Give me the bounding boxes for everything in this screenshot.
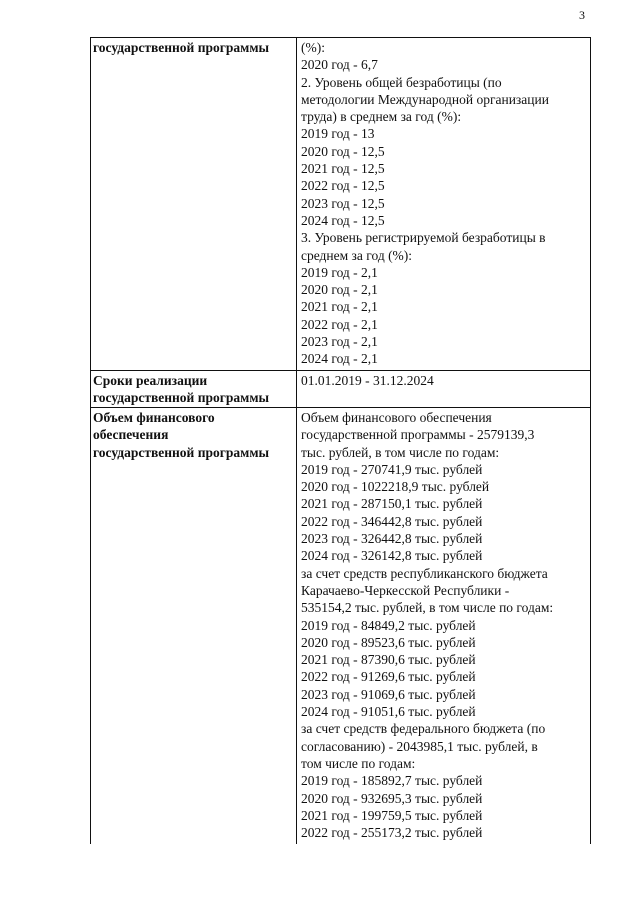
value-line: Карачаево-Черкесской Республики - bbox=[301, 582, 510, 598]
value-line: тыс. рублей, в том числе по годам: bbox=[301, 444, 500, 460]
value-line: 2022 год - 12,5 bbox=[301, 178, 385, 194]
value-line: среднем за год (%): bbox=[301, 247, 413, 263]
value-line: 2023 год - 91069,6 тыс. рублей bbox=[301, 686, 476, 702]
value-line: 2024 год - 91051,6 тыс. рублей bbox=[301, 704, 476, 720]
value-line: 2022 год - 91269,6 тыс. рублей bbox=[301, 669, 476, 685]
value-line: 2020 год - 89523,6 тыс. рублей bbox=[301, 634, 476, 650]
value-line: 2020 год - 12,5 bbox=[301, 143, 385, 159]
row-label-cell bbox=[91, 408, 297, 844]
row-label-line: обеспечения bbox=[93, 427, 169, 443]
value-line: 2022 год - 255173,2 тыс. рублей bbox=[301, 825, 483, 841]
value-line: 3. Уровень регистрируемой безработицы в bbox=[301, 230, 546, 246]
value-line: труда) в среднем за год (%): bbox=[301, 109, 462, 125]
value-line: 2020 год - 932695,3 тыс. рублей bbox=[301, 790, 483, 806]
row-value-cell bbox=[298, 408, 590, 844]
row-label-line: государственной программы bbox=[93, 390, 270, 406]
row-value-cell bbox=[298, 38, 590, 370]
value-line: 2019 год - 84849,2 тыс. рублей bbox=[301, 617, 476, 633]
row-label-cell bbox=[91, 38, 297, 370]
value-line: 2024 год - 2,1 bbox=[301, 351, 378, 367]
value-line: 2023 год - 12,5 bbox=[301, 195, 385, 211]
value-line: 2022 год - 346442,8 тыс. рублей bbox=[301, 513, 483, 529]
value-line: 2019 год - 13 bbox=[301, 126, 375, 142]
value-line: 2020 год - 2,1 bbox=[301, 282, 378, 298]
value-line: том числе по годам: bbox=[301, 755, 416, 771]
page-number: 3 bbox=[579, 8, 585, 22]
table-row-indicators bbox=[91, 38, 590, 371]
value-line: 2021 год - 12,5 bbox=[301, 161, 385, 177]
row-label-cell bbox=[91, 371, 297, 407]
row-label-line: государственной программы bbox=[93, 444, 270, 460]
row-value-cell bbox=[298, 371, 590, 407]
value-line: 2023 год - 2,1 bbox=[301, 334, 378, 350]
value-line: 2024 год - 326142,8 тыс. рублей bbox=[301, 548, 483, 564]
value-line: государственной программы - 2579139,3 bbox=[301, 427, 535, 443]
value-line: 2021 год - 2,1 bbox=[301, 299, 378, 315]
value-line: 2021 год - 287150,1 тыс. рублей bbox=[301, 496, 483, 512]
value-line: 535154,2 тыс. рублей, в том числе по годам: bbox=[301, 600, 554, 616]
value-line: 2024 год - 12,5 bbox=[301, 212, 385, 228]
value-line: 2023 год - 326442,8 тыс. рублей bbox=[301, 531, 483, 547]
passport-table bbox=[90, 37, 591, 844]
value-line: 2. Уровень общей безработицы (по bbox=[301, 74, 502, 90]
value-line: 2019 год - 185892,7 тыс. рублей bbox=[301, 773, 483, 789]
value-line: 2022 год - 2,1 bbox=[301, 316, 378, 332]
value-line: за счет средств федерального бюджета (по bbox=[301, 721, 546, 737]
row-label-line: Сроки реализации bbox=[93, 373, 208, 388]
value-line: 2019 год - 2,1 bbox=[301, 264, 378, 280]
row-label-line: государственной программы bbox=[93, 40, 270, 55]
value-line: 2020 год - 6,7 bbox=[301, 57, 378, 73]
value-line: методологии Международной организации bbox=[301, 91, 549, 107]
value-line: за счет средств республиканского бюджета bbox=[301, 565, 548, 581]
value-line: Объем финансового обеспечения bbox=[301, 410, 492, 425]
value-line: 2021 год - 87390,6 тыс. рублей bbox=[301, 652, 476, 668]
row-label-line: Объем финансового bbox=[93, 410, 215, 425]
table-row-financing bbox=[91, 408, 590, 844]
value-line: 2019 год - 270741,9 тыс. рублей bbox=[301, 461, 483, 477]
table-row-period bbox=[91, 371, 590, 408]
value-line: 2021 год - 199759,5 тыс. рублей bbox=[301, 807, 483, 823]
value-line: 01.01.2019 - 31.12.2024 bbox=[301, 373, 434, 388]
value-line: (%): bbox=[301, 40, 325, 55]
value-line: 2020 год - 1022218,9 тыс. рублей bbox=[301, 479, 490, 495]
value-line: согласованию) - 2043985,1 тыс. рублей, в bbox=[301, 738, 538, 754]
